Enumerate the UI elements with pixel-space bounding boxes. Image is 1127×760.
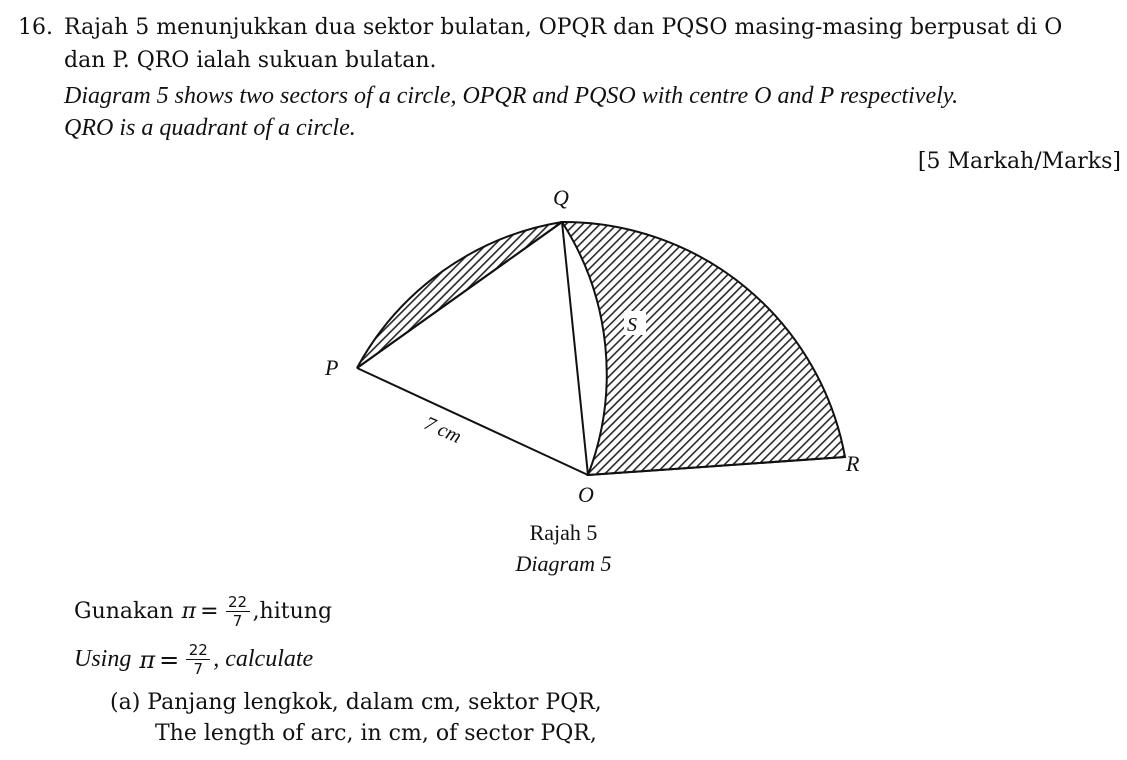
formula-line-malay bbox=[74, 594, 332, 629]
label-R: R bbox=[846, 451, 860, 476]
question-number: 16. bbox=[18, 15, 53, 40]
part-a-malay bbox=[110, 689, 602, 717]
label-P: P bbox=[325, 355, 339, 380]
marks-label: [5 Markah/Marks] bbox=[917, 149, 1121, 174]
numerator: 22 bbox=[228, 593, 248, 611]
fraction-22-over-7 bbox=[186, 642, 210, 677]
use-text-malay: Gunakan bbox=[74, 599, 174, 624]
calc-text-malay: ,hitung bbox=[252, 599, 333, 624]
equals-sign: = bbox=[200, 599, 219, 624]
diagram-5-figure bbox=[300, 175, 880, 505]
question-text-english-line-2: QRO is a quadrant of a circle. bbox=[64, 115, 356, 141]
part-a-label: (a) bbox=[110, 690, 141, 715]
shaded-region-quadrant bbox=[562, 222, 845, 475]
line-PO bbox=[357, 368, 588, 475]
denominator: 7 bbox=[232, 612, 243, 630]
equals-sign: = bbox=[159, 645, 180, 674]
question-text-malay-line-1: Rajah 5 menunjukkan dua sektor bulatan, OPQR dan PQSO masing-masing berpusat di O bbox=[64, 15, 1063, 40]
formula-line-english bbox=[74, 642, 313, 677]
question-text-malay-line-2: dan P. QRO ialah sukuan bulatan. bbox=[64, 48, 437, 73]
part-a-english: The length of arc, in cm, of sector PQR, bbox=[155, 721, 597, 746]
label-O: O bbox=[578, 482, 594, 505]
numerator: 22 bbox=[188, 641, 208, 659]
pi-symbol: π bbox=[139, 645, 156, 674]
denominator: 7 bbox=[193, 660, 203, 678]
caption-english: Diagram 5 bbox=[515, 551, 612, 576]
label-S: S bbox=[627, 314, 637, 336]
length-label-7cm: 7 cm bbox=[420, 412, 465, 449]
use-text-english: Using bbox=[74, 646, 132, 672]
calc-text-english: , calculate bbox=[213, 646, 314, 672]
label-Q: Q bbox=[553, 185, 569, 210]
caption-malay: Rajah 5 bbox=[529, 520, 598, 545]
question-text-english-line-1: Diagram 5 shows two sectors of a circle, OPQR and PQSO with centre O and P respectively. bbox=[64, 83, 959, 109]
line-PQ bbox=[357, 222, 562, 368]
pi-symbol: π bbox=[181, 599, 197, 624]
part-a-text-malay: Panjang lengkok, dalam cm, sektor PQR, bbox=[147, 690, 602, 715]
fraction-22-over-7 bbox=[226, 594, 250, 629]
